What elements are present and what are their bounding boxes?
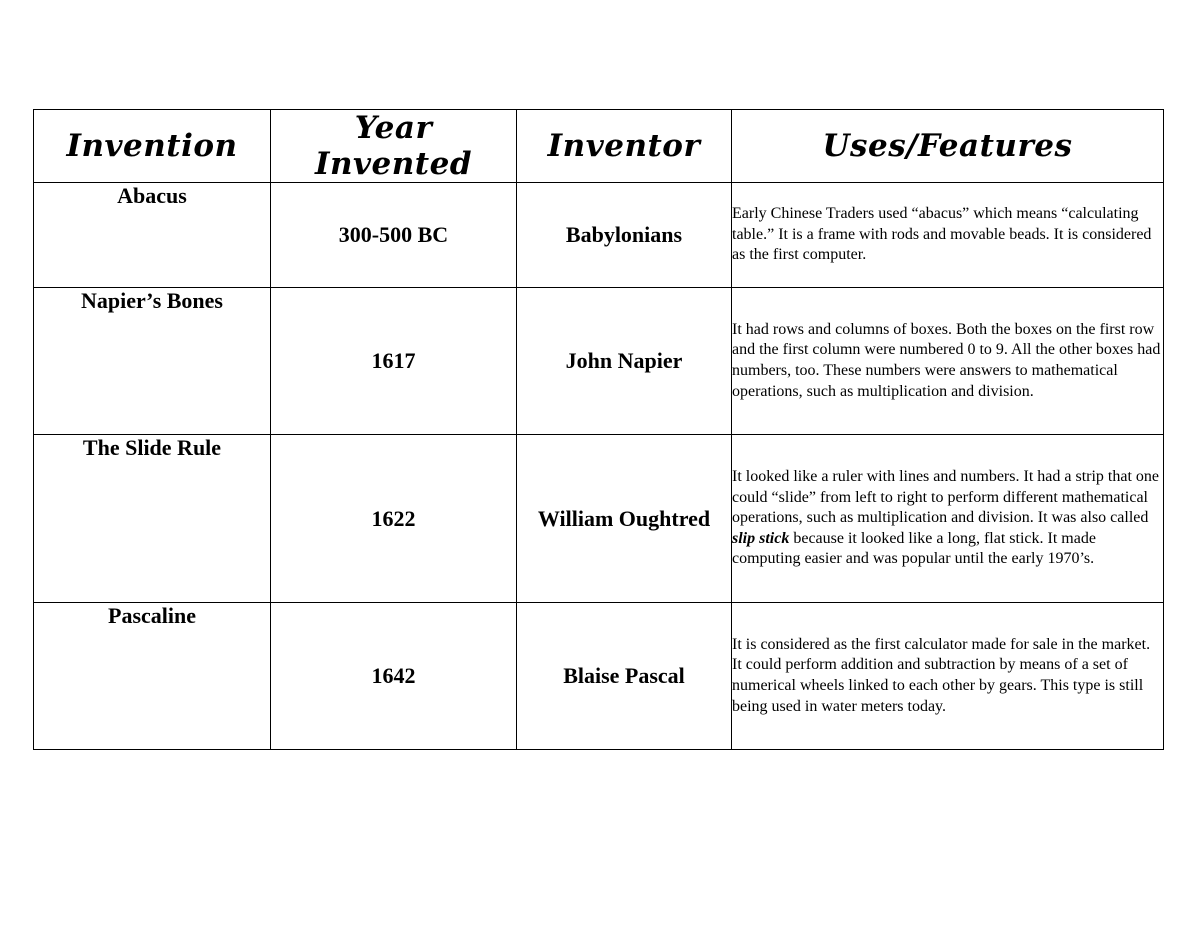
table-row-abacus: [34, 183, 1164, 288]
header-row: [34, 110, 1164, 183]
year-cell: 1642: [271, 603, 517, 750]
header-uses-features: Uses/Features: [732, 110, 1164, 183]
year-cell: 300-500 BC: [271, 183, 517, 288]
inventor-cell: Babylonians: [517, 183, 732, 288]
uses-cell: It is considered as the first calculator made for sale in the market. It could perform addition and subtraction by means of a set of numerical wheels linked to each other by gears. This type is still being used in water meters today.: [732, 603, 1164, 750]
table-row-slide-rule: [34, 435, 1164, 603]
header-invention: Invention: [34, 110, 271, 183]
header-year-invented: Year Invented: [271, 110, 517, 183]
table-row-pascaline: [34, 603, 1164, 750]
invention-cell: Pascaline: [34, 603, 271, 750]
year-cell: 1617: [271, 288, 517, 435]
uses-cell: Early Chinese Traders used “abacus” which means “calculating table.” It is a frame with rods and movable beads. It is considered as the first computer.: [732, 183, 1164, 288]
year-cell: 1622: [271, 435, 517, 603]
uses-cell: It had rows and columns of boxes. Both the boxes on the first row and the first column were numbered 0 to 9. All the other boxes had numbers, too. These numbers were answers to mathematical operations, such as multiplication and division.: [732, 288, 1164, 435]
uses-text-after: because it looked like a long, flat stick. It made computing easier and was popular until the early 1970’s.: [732, 529, 1096, 568]
uses-text-emphasis: slip stick: [732, 529, 790, 547]
inventor-cell: Blaise Pascal: [517, 603, 732, 750]
inventor-cell: William Oughtred: [517, 435, 732, 603]
uses-text-before: It looked like a ruler with lines and numbers. It had a strip that one could “slide” from left to right to perform different mathematical operations, such as multiplication and division. It was also called: [732, 468, 1159, 527]
inventor-cell: John Napier: [517, 288, 732, 435]
invention-cell: Abacus: [34, 183, 271, 288]
header-inventor: Inventor: [517, 110, 732, 183]
uses-cell: [732, 435, 1164, 603]
table-row-napiers-bones: [34, 288, 1164, 435]
invention-cell: Napier’s Bones: [34, 288, 271, 435]
invention-cell: The Slide Rule: [34, 435, 271, 603]
inventions-table: [33, 109, 1164, 750]
